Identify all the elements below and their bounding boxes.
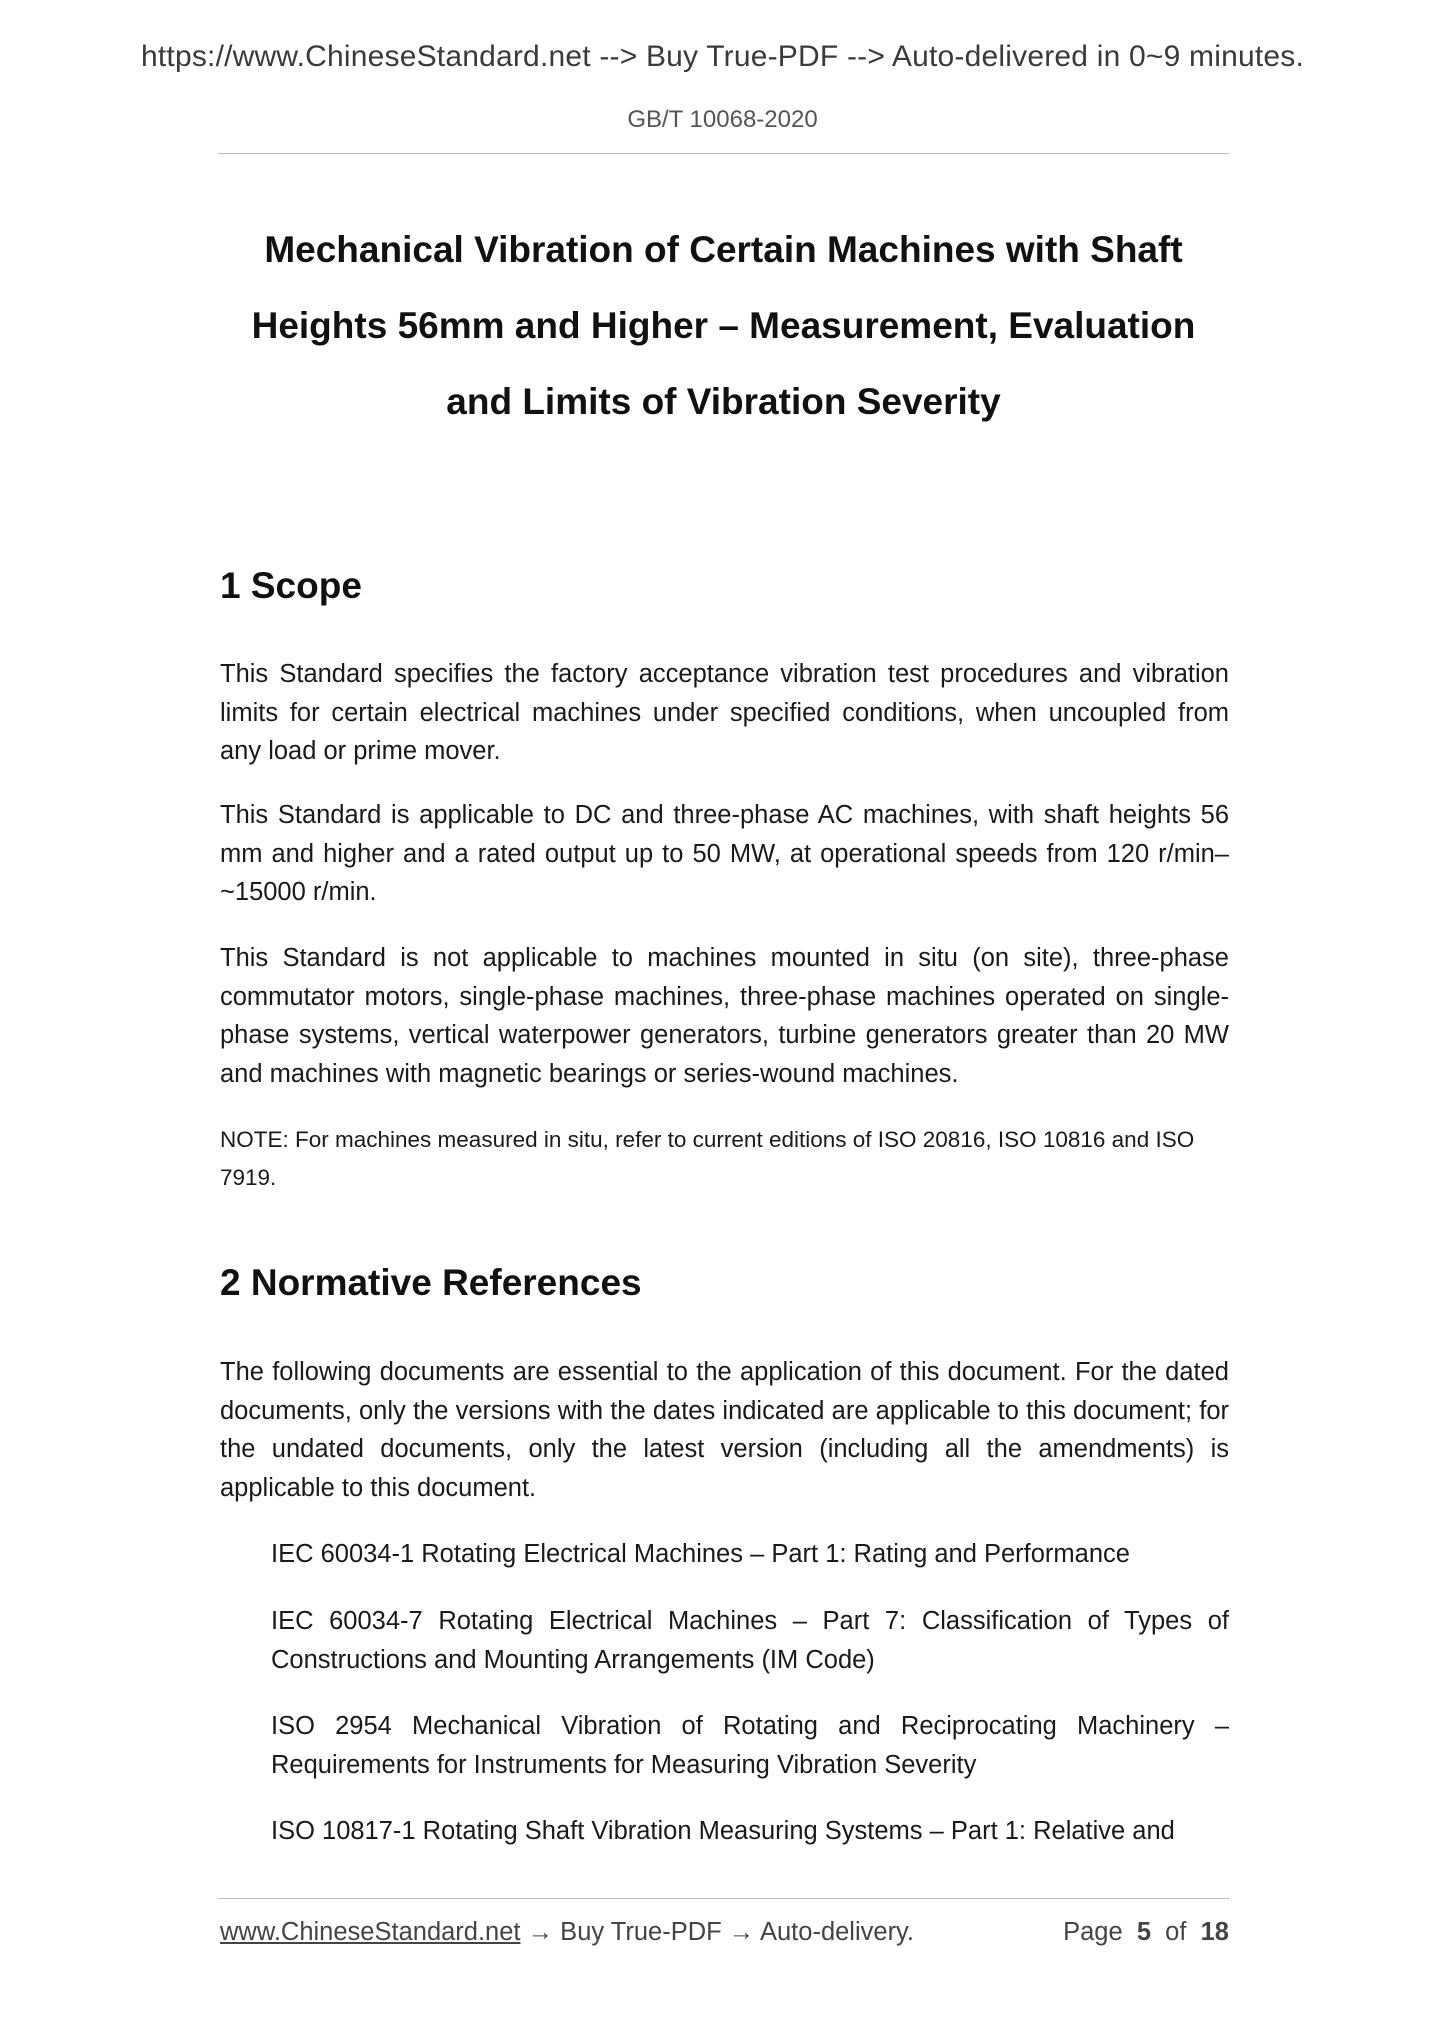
title-line-1: Mechanical Vibration of Certain Machines with Shaft bbox=[264, 229, 1183, 270]
section-1-heading: 1 Scope bbox=[220, 565, 362, 606]
document-title bbox=[218, 212, 1229, 440]
scope-note: NOTE: For machines measured in situ, refer to current editions of ISO 20816, ISO 10816 and ISO 7919. bbox=[220, 1127, 1195, 1190]
top-banner: https://www.ChineseStandard.net --> Buy True-PDF --> Auto-delivered in 0~9 minutes. bbox=[141, 40, 1304, 73]
document-code: GB/T 10068-2020 bbox=[627, 106, 818, 133]
scope-paragraph-3: This Standard is not applicable to machines mounted in situ (on site), three-phase commutator motors, single-phase machines, three-phase machines operated on single-phase systems, vertical waterpower generators, turbine generators greater than 20 MW and machines with magnetic bearings or series-wound machines. bbox=[220, 944, 1229, 1088]
page-footer bbox=[220, 1918, 1229, 1952]
title-line-3: and Limits of Vibration Severity bbox=[446, 381, 1001, 422]
reference-item: ISO 10817-1 Rotating Shaft Vibration Measuring Systems – Part 1: Relative and bbox=[271, 1817, 1175, 1845]
title-line-2: Heights 56mm and Higher – Measurement, Evaluation bbox=[251, 305, 1196, 346]
footer-promo bbox=[220, 1918, 914, 1947]
scope-paragraph-1: This Standard specifies the factory acceptance vibration test procedures and vibration limits for certain electrical machines under specified conditions, when uncoupled from any load or prime mover. bbox=[220, 660, 1229, 765]
header-divider bbox=[218, 153, 1229, 154]
website-link[interactable]: www.ChineseStandard.net bbox=[220, 1918, 521, 1946]
current-page-number: 5 bbox=[1136, 1918, 1151, 1946]
scope-paragraph-2: This Standard is applicable to DC and three-phase AC machines, with shaft heights 56 mm and higher and a rated output up to 50 MW, at operational speeds from 120 r/min–~15000 r/min. bbox=[220, 801, 1229, 906]
page-indicator bbox=[1063, 1918, 1229, 1947]
footer-tagline: → Buy True-PDF → Auto-delivery. bbox=[520, 1918, 914, 1946]
reference-item: IEC 60034-7 Rotating Electrical Machines – Part 7: Classification of Types of Constructions and Mounting Arrangements (IM Code) bbox=[271, 1607, 1229, 1674]
total-pages: 18 bbox=[1200, 1918, 1229, 1946]
reference-item: IEC 60034-1 Rotating Electrical Machines – Part 1: Rating and Performance bbox=[271, 1540, 1130, 1568]
section-2-heading: 2 Normative References bbox=[220, 1262, 642, 1303]
page-label: Page bbox=[1063, 1918, 1123, 1946]
footer-divider bbox=[218, 1898, 1229, 1899]
reference-item: ISO 2954 Mechanical Vibration of Rotating and Reciprocating Machinery – Requirements for Instruments for Measuring Vibration Severity bbox=[271, 1712, 1229, 1779]
normative-intro-paragraph: The following documents are essential to the application of this document. For the dated documents, only the versions with the dates indicated are applicable to this document; for the undated documents, only the latest version (including all the amendments) is applicable to this document. bbox=[220, 1358, 1229, 1502]
of-label: of bbox=[1165, 1918, 1187, 1946]
